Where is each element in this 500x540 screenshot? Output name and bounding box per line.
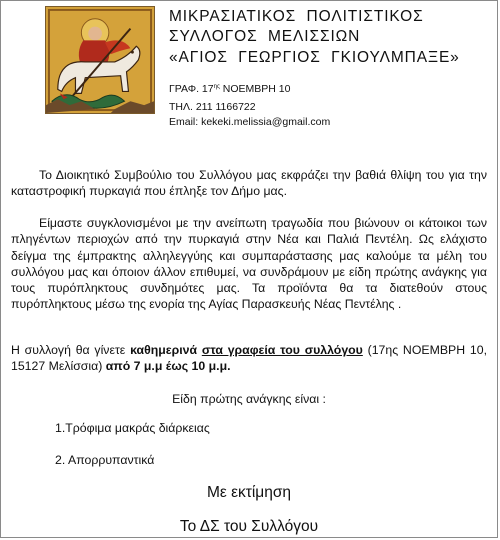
- organization-name: [169, 7, 489, 68]
- signature: Το ΔΣ του Συλλόγου: [179, 518, 319, 535]
- org-name-line-1: ΜΙΚΡΑΣΙΑΤΙΚΟΣ ΠΟΛΙΤΙΣΤΙΚΟΣ: [169, 8, 424, 25]
- office-suffix: ΝΟΕΜΒΡΗ 10: [219, 83, 291, 95]
- office-sup: ης: [213, 84, 220, 90]
- office-prefix: ΓΡΑΦ. 17: [169, 83, 214, 95]
- needs-item-2: 2. Απορρυπαντικά: [55, 453, 155, 467]
- collection-hours: από 7 μ.μ έως 10 μ.μ.: [105, 359, 231, 374]
- paragraph-condolences: Το Διοικητικό Συμβούλιο του Συλλόγου μας εκφράζει την βαθιά θλίψη του για την καταστροφική πυρκαγιά που έπληξε τον Δήμο μας.: [11, 168, 487, 199]
- collection-text-1: Η συλλογή θα γίνετε: [11, 343, 131, 357]
- office-address: [169, 81, 290, 96]
- email-address: Email: kekeki.melissia@gmail.com: [169, 116, 331, 128]
- saint-george-icon: [45, 6, 155, 114]
- needs-item-1: 1.Τρόφιμα μακράς διάρκειας: [55, 421, 210, 435]
- collection-daily: καθημερινά: [130, 343, 198, 357]
- paragraph-appeal: Είμαστε συγκλονισμένοι με την ανείπωτη τραγωδία που βιώνουν οι κάτοικοι των πληγέντων περιοχών από την πυρκαγιά στην Νέα και Παλιά Πεντέλη. Ως ελάχιστο δείγμα της έμπρακτης αλληλεγγύης και συμπαράστασης μας καλούμε τα μέλη του συλλόγου μας και όποιον άλλον επιθυμεί, να συνδράμουν με είδη πρώτης ανάγκης για τους πυρόπληκτους συνδημότες μας. Τα προϊόντα θα τα διατεθούν στους πυρόπληκτους μέσω της ενορία της Αγίας Παρασκευής Νέας Πεντέλης .: [11, 216, 487, 312]
- collection-location: στα γραφεία του συλλόγου: [201, 343, 363, 357]
- phone-number: ΤΗΛ. 211 1166722: [169, 101, 256, 113]
- collection-address: (17ης ΝΟΕΜΒΡΗ 10, 15127 Μελίσσια): [11, 343, 487, 374]
- closing-line: Με εκτίμηση: [206, 484, 292, 501]
- paragraph-collection: [11, 342, 487, 375]
- org-name-line-3: «ΑΓΙΟΣ ΓΕΩΡΓΙΟΣ ΓΚΙΟΥΛΜΠΑΞΕ»: [169, 49, 460, 66]
- org-name-line-2: ΣΥΛΛΟΓΟΣ ΜΕΛΙΣΣΙΩΝ: [169, 28, 361, 45]
- needs-title: Είδη πρώτης ανάγκης είναι :: [172, 392, 326, 406]
